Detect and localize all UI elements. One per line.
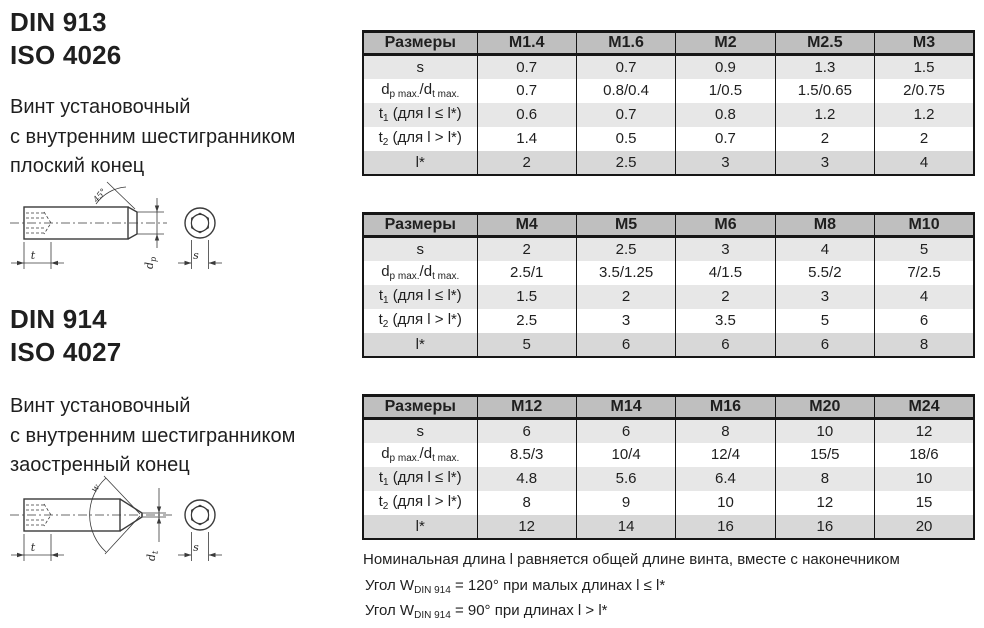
table-row (363, 55, 974, 79)
value-cell: 1.2 (775, 103, 874, 127)
label-text: (для l > l*) (388, 311, 462, 328)
label-subscript: p max. (389, 89, 420, 100)
angle-label-45 (91, 187, 109, 206)
size-column-header: M1.6 (576, 32, 675, 55)
value-cell: 8.5/3 (477, 443, 576, 467)
dim-label-t: t (30, 541, 36, 554)
row-label (363, 79, 477, 103)
value-cell: 2 (477, 237, 576, 261)
svg-text:d: d (143, 261, 156, 269)
value-cell: 6.4 (676, 467, 775, 491)
table-m4-m10 (362, 212, 975, 358)
value-cell: 0.8/0.4 (576, 79, 675, 103)
value-cell: 1.4 (477, 127, 576, 151)
label-text: s (416, 58, 424, 76)
label-subscript: 1 (383, 113, 389, 124)
label-text: /d (419, 445, 433, 462)
size-column-header: M16 (676, 396, 775, 419)
table-row (363, 261, 974, 285)
note-text: Угол W (365, 602, 415, 619)
label-text: l* (415, 153, 425, 171)
value-cell: 8 (676, 419, 775, 443)
label-text: t (378, 469, 384, 486)
label-subscript: 2 (382, 137, 389, 148)
label-text: (для l ≤ l*) (388, 105, 462, 122)
table-row (363, 151, 974, 175)
dim-label-s: s (193, 249, 199, 262)
label-text: d (381, 81, 390, 98)
table-row (363, 333, 974, 357)
size-column-header: M3 (875, 32, 974, 55)
value-cell: 2.5 (576, 237, 675, 261)
value-cell: 8 (875, 333, 974, 357)
size-column-header: M14 (576, 396, 675, 419)
size-column-header: M6 (676, 214, 775, 237)
table-row (363, 419, 974, 443)
table-row (363, 127, 974, 151)
value-cell: 0.6 (477, 103, 576, 127)
row-label (363, 127, 477, 151)
value-cell: 6 (875, 309, 974, 333)
row-label (363, 261, 477, 285)
label-text: t (378, 105, 384, 122)
label-text: s (416, 240, 424, 258)
size-column-header: M2 (676, 32, 775, 55)
sizes-header-cell: Размеры (363, 32, 477, 55)
label-text: (для l ≤ l*) (388, 287, 462, 304)
value-cell: 6 (477, 419, 576, 443)
size-column-header: M20 (775, 396, 874, 419)
value-cell: 20 (875, 515, 974, 539)
row-label (363, 515, 477, 539)
drawing-flat-point-screw (4, 176, 244, 284)
value-cell: 2/0.75 (875, 79, 974, 103)
value-cell: 3 (676, 151, 775, 175)
row-label (363, 55, 477, 79)
iso-number: ISO 4026 (10, 40, 122, 70)
label-text: (для l > l*) (388, 493, 462, 510)
value-cell: 4 (875, 285, 974, 309)
label-subscript: 1 (383, 477, 389, 488)
size-column-header: M8 (775, 214, 874, 237)
note-text: Угол W (365, 577, 415, 594)
value-cell: 15/5 (775, 443, 874, 467)
value-cell: 2 (775, 127, 874, 151)
value-cell: 0.7 (477, 79, 576, 103)
dim-label-dt (145, 550, 160, 561)
note-angle-90 (365, 602, 608, 621)
value-cell: 3.5/1.25 (576, 261, 675, 285)
table-row (363, 515, 974, 539)
svg-text:p: p (149, 256, 158, 262)
description-flat-point (10, 93, 295, 182)
value-cell: 10/4 (576, 443, 675, 467)
note-text: = 90° при длинах l > l* (450, 602, 608, 619)
value-cell: 8 (477, 491, 576, 515)
value-cell: 0.7 (676, 127, 775, 151)
value-cell: 12/4 (676, 443, 775, 467)
note-text: = 120° при малых длинах l ≤ l* (450, 577, 666, 594)
value-cell: 1.2 (875, 103, 974, 127)
row-label (363, 237, 477, 261)
dim-label-t: t (30, 249, 36, 262)
label-text: /d (419, 81, 433, 98)
value-cell: 6 (676, 333, 775, 357)
note-nominal-length (363, 551, 900, 568)
label-subscript: t max. (432, 453, 460, 464)
table-row (363, 237, 974, 261)
value-cell: 5.5/2 (775, 261, 874, 285)
label-subscript: 2 (382, 501, 389, 512)
label-text: t (378, 493, 383, 510)
size-column-header: M4 (477, 214, 576, 237)
value-cell: 2.5/1 (477, 261, 576, 285)
value-cell: 10 (775, 419, 874, 443)
din914-subscript: DIN 914 (414, 610, 451, 621)
size-column-header: M12 (477, 396, 576, 419)
row-label (363, 151, 477, 175)
value-cell: 12 (875, 419, 974, 443)
value-cell: 1.5 (477, 285, 576, 309)
standard-block-din914 (10, 303, 121, 369)
value-cell: 0.5 (576, 127, 675, 151)
value-cell: 5 (477, 333, 576, 357)
label-subscript: t max. (432, 89, 460, 100)
label-subscript: t max. (432, 271, 460, 282)
header-row (363, 32, 974, 55)
value-cell: 0.7 (576, 103, 675, 127)
table-row (363, 491, 974, 515)
label-text: t (378, 311, 383, 328)
value-cell: 1.5 (875, 55, 974, 79)
label-subscript: p max. (389, 453, 420, 464)
value-cell: 3 (576, 309, 675, 333)
row-label (363, 419, 477, 443)
svg-text:45°: 45° (91, 186, 109, 205)
size-column-header: M10 (875, 214, 974, 237)
size-column-header: M2.5 (775, 32, 874, 55)
value-cell: 1.3 (775, 55, 874, 79)
row-label (363, 333, 477, 357)
label-text: /d (419, 263, 433, 280)
value-cell: 10 (676, 491, 775, 515)
value-cell: 4 (875, 151, 974, 175)
value-cell: 3 (676, 237, 775, 261)
label-text: (для l > l*) (388, 129, 462, 146)
row-label (363, 309, 477, 333)
standard-block-din913 (10, 6, 121, 72)
size-column-header: M1.4 (477, 32, 576, 55)
label-subscript: 2 (382, 319, 389, 330)
label-subscript: 1 (383, 295, 389, 306)
label-text: t (378, 287, 384, 304)
label-subscript: p max. (389, 271, 420, 282)
value-cell: 2 (875, 127, 974, 151)
table-row (363, 467, 974, 491)
value-cell: 4/1.5 (676, 261, 775, 285)
value-cell: 16 (676, 515, 775, 539)
sizes-header-cell: Размеры (363, 214, 477, 237)
description-line: заостренный конец (10, 454, 190, 476)
value-cell: 15 (875, 491, 974, 515)
drawing-cone-point-screw (4, 468, 244, 576)
header-row (363, 214, 974, 237)
value-cell: 14 (576, 515, 675, 539)
din-number: DIN 914 (10, 304, 107, 334)
value-cell: 7/2.5 (875, 261, 974, 285)
value-cell: 9 (576, 491, 675, 515)
value-cell: 1/0.5 (676, 79, 775, 103)
value-cell: 4.8 (477, 467, 576, 491)
value-cell: 2 (676, 285, 775, 309)
label-text: l* (415, 335, 425, 353)
table-m1_4-m3 (362, 30, 975, 176)
note-text: Номинальная длина l равняется общей длине винта, вместе с наконечником (363, 551, 900, 568)
value-cell: 12 (775, 491, 874, 515)
value-cell: 6 (775, 333, 874, 357)
table-row (363, 103, 974, 127)
value-cell: 3 (775, 151, 874, 175)
dimension-arrows (17, 206, 216, 266)
size-column-header: M5 (576, 214, 675, 237)
description-line: Винт установочный (10, 395, 191, 417)
table-row (363, 443, 974, 467)
value-cell: 10 (875, 467, 974, 491)
value-cell: 4 (775, 237, 874, 261)
din914-subscript: DIN 914 (414, 585, 451, 596)
description-line: с внутренним шестигранником (10, 125, 296, 148)
label-text: t (378, 129, 383, 146)
value-cell: 2 (477, 151, 576, 175)
label-text: d (381, 263, 390, 280)
value-cell: 0.9 (676, 55, 775, 79)
row-label (363, 491, 477, 515)
value-cell: 5.6 (576, 467, 675, 491)
description-line: плоский конец (10, 155, 145, 177)
iso-number: ISO 4027 (10, 337, 122, 367)
table-row (363, 285, 974, 309)
value-cell: 8 (775, 467, 874, 491)
svg-text:d: d (145, 553, 158, 561)
value-cell: 1.5/0.65 (775, 79, 874, 103)
svg-text:w: w (89, 482, 103, 495)
description-line: с внутренним шестигранником (10, 424, 296, 447)
value-cell: 5 (775, 309, 874, 333)
label-text: d (381, 445, 390, 462)
row-label (363, 467, 477, 491)
row-label (363, 443, 477, 467)
value-cell: 0.7 (477, 55, 576, 79)
row-label (363, 103, 477, 127)
value-cell: 16 (775, 515, 874, 539)
dim-label-dp (143, 257, 158, 269)
description-line: Винт установочный (10, 96, 191, 118)
label-text: s (416, 422, 424, 440)
value-cell: 12 (477, 515, 576, 539)
value-cell: 6 (576, 419, 675, 443)
value-cell: 0.7 (576, 55, 675, 79)
label-text: l* (415, 517, 425, 535)
din-number: DIN 913 (10, 7, 107, 37)
dim-label-s: s (193, 541, 199, 554)
note-angle-120 (365, 577, 665, 596)
header-row (363, 396, 974, 419)
svg-text:t: t (151, 550, 160, 554)
value-cell: 0.8 (676, 103, 775, 127)
value-cell: 6 (576, 333, 675, 357)
value-cell: 2.5 (576, 151, 675, 175)
label-text: (для l ≤ l*) (388, 469, 462, 486)
table-row (363, 309, 974, 333)
table-m12-m24 (362, 394, 975, 540)
row-label (363, 285, 477, 309)
value-cell: 2 (576, 285, 675, 309)
value-cell: 18/6 (875, 443, 974, 467)
value-cell: 3 (775, 285, 874, 309)
table-row (363, 79, 974, 103)
value-cell: 3.5 (676, 309, 775, 333)
value-cell: 5 (875, 237, 974, 261)
size-column-header: M24 (875, 396, 974, 419)
value-cell: 2.5 (477, 309, 576, 333)
sizes-header-cell: Размеры (363, 396, 477, 419)
